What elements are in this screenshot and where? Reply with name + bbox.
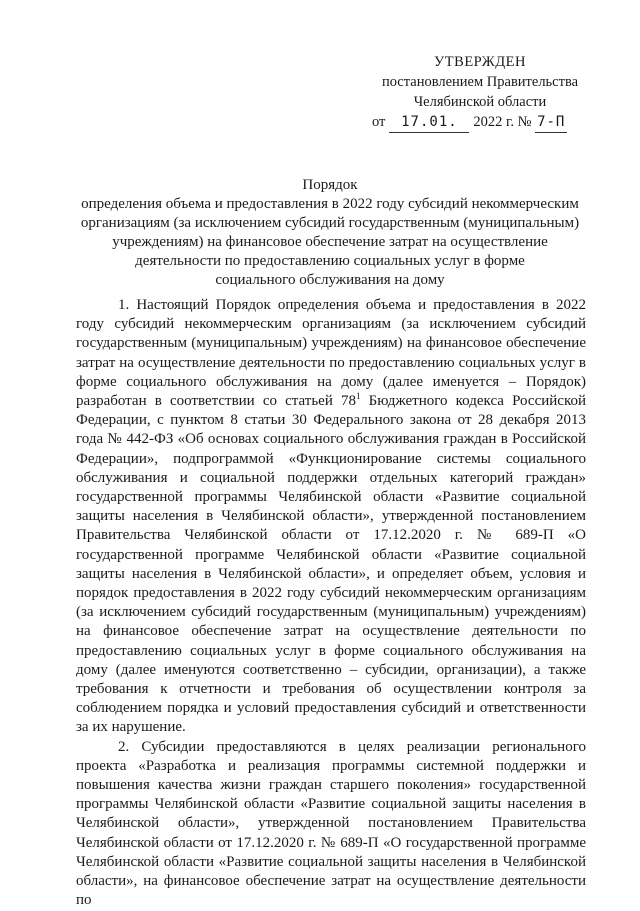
approval-stamp <box>360 52 600 133</box>
approval-date-prefix: от <box>372 114 386 130</box>
approval-date-line <box>360 112 600 133</box>
heading-line: определения объема и предоставления в 2022 году субсидий некоммерческим <box>81 196 579 212</box>
document-title: Порядок <box>302 177 358 193</box>
approval-number: 7-П <box>535 112 567 133</box>
footnote-marker: 1 <box>356 391 361 402</box>
paragraph-1-part-1: 1. Настоящий Порядок определения объема и предоставления в 2022 году субсидий некоммерческим организациям (за исключением субсидий государственным (муниципальным) учреждениям) на финансовое обеспечение затрат на осуществление деятельности по предоставлению социальных услуг в форме социального обслуживания на дому (далее именуется – Порядок) разработан в соответствии со статьей 78 <box>76 297 586 410</box>
paragraph-1-part-2: Бюджетного кодекса Российской Федерации, с пунктом 8 статьи 30 Федерального закона от 28 декабря 2013 года № 442-ФЗ «Об основах социального обслуживания граждан в Российской Федерации», подпрограммой «Функционирование системы социального обслуживания и социальной поддержки отдельных категорий граждан» государственной программы Челябинской области «Развитие социальной защиты населения в Челябинской области», утвержденной постановлением Правительства Челябинской области от 17.12.2020 г. № 689-П «О государственной программе Челябинской области «Развитие социальной защиты населения в Челябинской области», и определяет объем, условия и порядок предоставления в 2022 году субсидий некоммерческим организациям (за исключением субсидий государственным (муниципальным) учреждениям) на финансовое обеспечение затрат на осуществление деятельности по предоставлению социальных услуг в форме социального обслуживания на дому (далее именуются соответственно – субсидии, организации), а также требования к отчетности и требования об осуществлении контроля за соблюдением порядка и условий предоставления субсидий и ответственности за их нарушение. <box>76 393 587 736</box>
approval-line-1: постановлением Правительства <box>381 74 579 90</box>
document-heading <box>70 176 590 290</box>
paragraph-2: 2. Субсидии предоставляются в целях реализации регионального проекта «Разработка и реализация программы системной поддержки и повышения качества жизни граждан старшего поколения» государственной программы Челябинской области «Развитие социальной защиты населения в Челябинской области», утвержденной постановлением Правительства Челябинской области от 17.12.2020 г. № 689-П «О государственной программе Челябинской области «Развитие социальной защиты населения в Челябинской области», на финансовое обеспечение затрат на осуществление деятельности по <box>76 738 586 909</box>
heading-line: учреждениям) на финансовое обеспечение затрат на осуществление <box>112 234 548 250</box>
paragraph-1 <box>76 296 586 738</box>
heading-line: деятельности по предоставлению социальных услуг в форме <box>135 253 525 269</box>
document-body <box>76 296 586 911</box>
approval-line-2: Челябинской области <box>413 94 547 110</box>
heading-line: социального обслуживания на дому <box>215 272 445 288</box>
heading-line: организациям (за исключением субсидий государственным (муниципальным) <box>80 215 580 231</box>
approval-title: УТВЕРЖДЕН <box>434 54 526 70</box>
approval-year: 2022 г. № <box>473 114 532 130</box>
approval-date: 17.01. <box>389 112 469 133</box>
